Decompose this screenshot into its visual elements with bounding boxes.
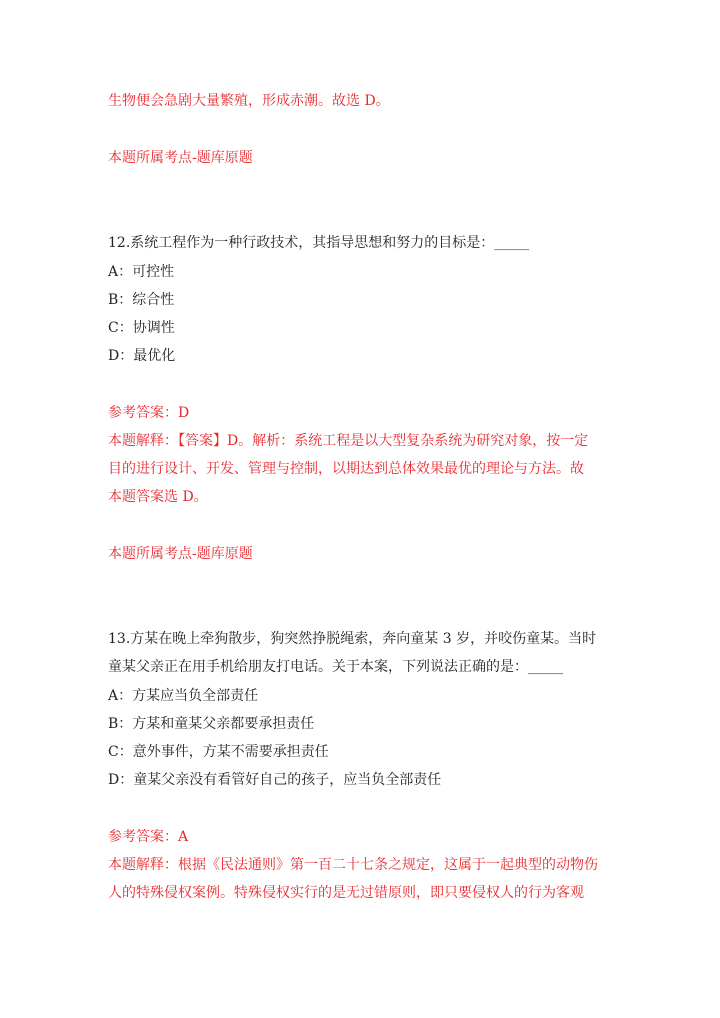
q12-question-text: 12.系统工程作为一种行政技术，其指导思想和努力的目标是：_____: [108, 235, 530, 251]
q12-option-c: C：协调性: [108, 320, 175, 336]
q12-explanation-line-1: 本题解释：【答案】D。解析：系统工程是以大型复杂系统为研究对象，按一定: [108, 433, 589, 449]
q12-explanation-line-2: 目的进行设计、开发、管理与控制，以期达到总体效果最优的理论与方法。故: [108, 461, 584, 477]
q12-option-d: D：最优化: [108, 348, 176, 364]
q13-option-a: A：方某应当负全部责任: [108, 688, 259, 704]
q12-option-a: A：可控性: [108, 264, 175, 280]
q13-explanation-line-2: 人的特殊侵权案例。特殊侵权实行的是无过错原则，即只要侵权人的行为客观: [108, 885, 584, 901]
q12-option-b: B：综合性: [108, 292, 175, 308]
q13-option-b: B：方某和童某父亲都要承担责任: [108, 716, 315, 732]
previous-explanation-tail: 生物便会急剧大量繁殖，形成赤潮。故选 D。: [108, 93, 390, 109]
q12-category-label: 本题所属考点-题库原题: [108, 546, 253, 562]
q13-question-line-1: 13.方某在晚上牵狗散步，狗突然挣脱绳索，奔向童某 3 岁，并咬伤童某。当时: [108, 631, 597, 647]
q12-answer: 参考答案：D: [108, 405, 190, 421]
q13-question-line-2: 童某父亲正在用手机给朋友打电话。关于本案，下列说法正确的是：_____: [108, 659, 563, 675]
q13-option-d: D：童某父亲没有看管好自己的孩子，应当负全部责任: [108, 772, 442, 788]
q13-answer: 参考答案：A: [108, 829, 189, 845]
q12-explanation-line-3: 本题答案选 D。: [108, 489, 208, 505]
previous-category-label: 本题所属考点-题库原题: [108, 150, 253, 166]
q13-explanation-line-1: 本题解释：根据《民法通则》第一百二十七条之规定，这属于一起典型的动物伤: [108, 857, 598, 873]
q13-option-c: C：意外事件，方某不需要承担责任: [108, 744, 329, 760]
